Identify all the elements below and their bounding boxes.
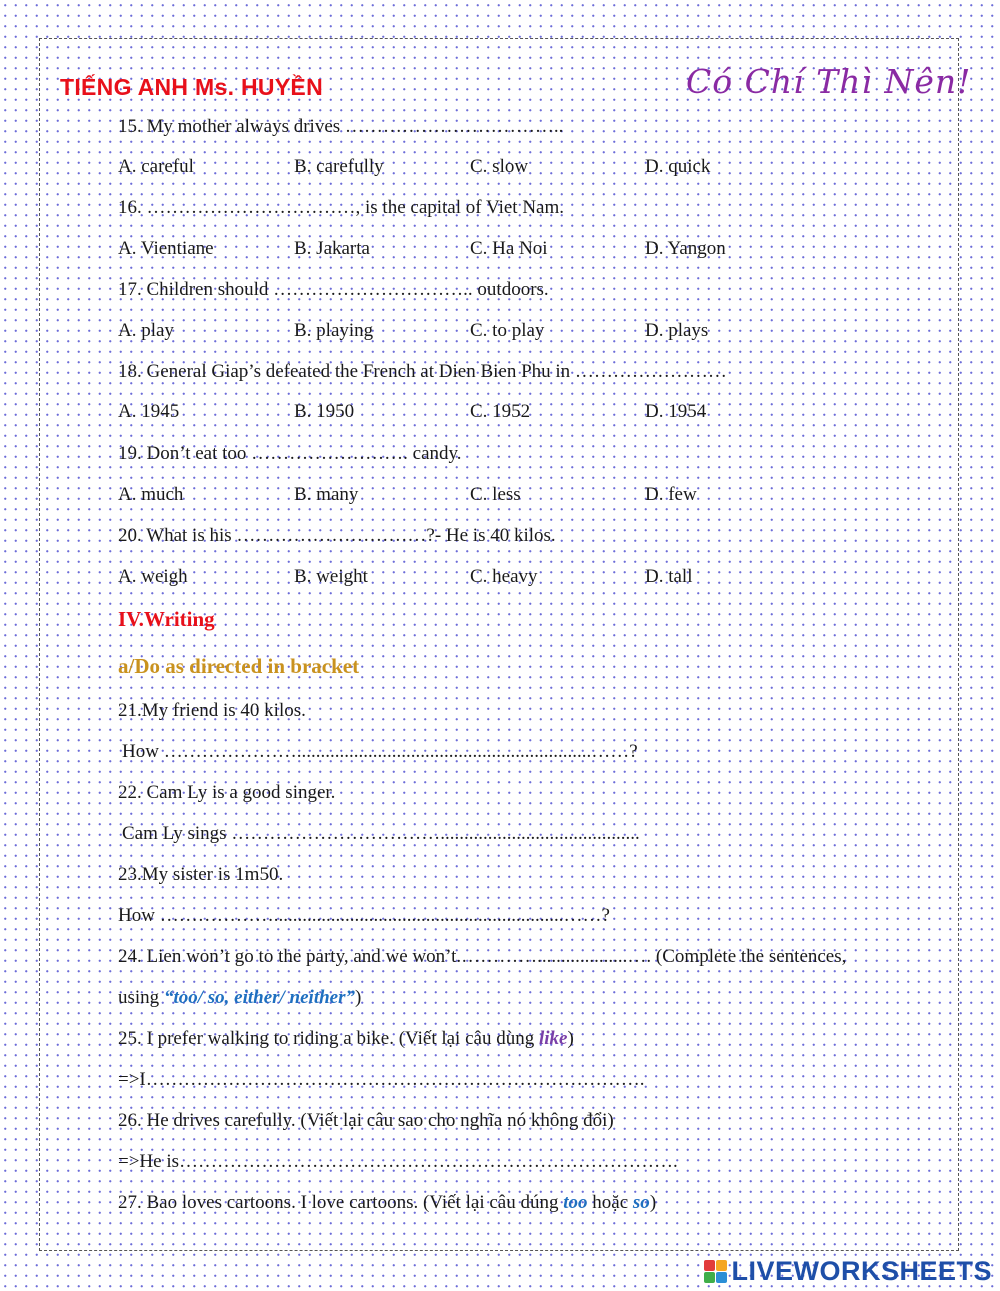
- q27-or-text: hoặc: [587, 1192, 633, 1213]
- q25-close-paren: ): [567, 1028, 574, 1049]
- q24-using-text: using: [118, 987, 164, 1008]
- q27-close-paren: ): [649, 1192, 657, 1213]
- q20-option-d: D. tall: [645, 566, 693, 587]
- question-22-answer-line[interactable]: Cam Ly sings ……………………………..........................................: [122, 823, 640, 844]
- question-25: [118, 1028, 574, 1050]
- q15-option-c: C. slow: [470, 156, 529, 177]
- liveworksheets-logo-icon: [704, 1260, 727, 1283]
- question-23-answer-line[interactable]: How ……………….............................................................……?: [118, 905, 610, 926]
- q18-option-d: D. 1954: [645, 401, 707, 422]
- q24-close-paren: ): [355, 987, 362, 1008]
- q19-option-d: D. few: [645, 484, 697, 505]
- q16-option-d: D. Yangon: [645, 238, 726, 259]
- q16-option-b: B. Jakarta: [294, 238, 370, 259]
- liveworksheets-footer[interactable]: [704, 1256, 992, 1287]
- q16-option-a: A. Vientiane: [118, 238, 214, 259]
- question-15-stem: 15. My mother always drives ……………………………..: [118, 116, 564, 137]
- q25-text: 25. I prefer walking to riding a bike. (Viết lại câu dùng: [118, 1028, 539, 1049]
- question-18-stem: 18. General Giap’s defeated the French at Dien Bien Phu in ……………………: [118, 361, 727, 382]
- section-title-writing: IV.Writing: [118, 607, 215, 631]
- q19-option-c: C. less: [470, 484, 521, 505]
- question-20-stem: 20. What is his …………………………?- He is 40 kilos.: [118, 525, 556, 546]
- q20-option-b: B. weight: [294, 566, 368, 587]
- q27-text: 27. Bao loves cartoons. I love cartoons. (Viết lại câu dúng: [118, 1192, 564, 1213]
- q18-option-c: C. 1952: [470, 401, 531, 422]
- q24-keywords: “too/ so, either/ neither”: [163, 987, 356, 1008]
- q15-option-b: B. carefully: [294, 156, 384, 177]
- question-26-answer-line[interactable]: =>He is…………………………………………………………………….: [118, 1151, 678, 1172]
- motto: Có Chí Thì Nên!: [686, 62, 972, 101]
- q15-option-a: A. careful: [118, 156, 194, 177]
- question-16-stem: 16. ……………………………, is the capital of Viet Nam.: [118, 197, 565, 218]
- question-26: 26. He drives carefully. (Viết lại câu sao cho nghĩa nó không đổi): [118, 1110, 614, 1131]
- section-subtitle: a/Do as directed in bracket: [118, 654, 360, 678]
- q17-option-b: B. playing: [294, 320, 374, 341]
- q27-keyword-so: so: [632, 1192, 650, 1213]
- question-19-stem: 19. Don’t eat too ……………………. candy.: [118, 443, 462, 464]
- question-21-answer-line[interactable]: How …………………..............................................................……?: [122, 741, 638, 762]
- question-25-answer-line[interactable]: =>I…………………………………………………………………….: [118, 1069, 645, 1090]
- question-24: 24. Lien won’t go to the party, and we won’t.…………...................…. (Complete the sentences,: [118, 946, 847, 967]
- question-24-continued: [118, 987, 361, 1009]
- brand-title: TIẾNG ANH Ms. HUYỀN: [60, 74, 323, 100]
- question-22: 22. Cam Ly is a good singer.: [118, 782, 336, 803]
- q18-option-a: A. 1945: [118, 401, 180, 422]
- q15-option-d: D. quick: [645, 156, 711, 177]
- question-17-stem: 17. Children should ………………………….. outdoors.: [118, 279, 549, 300]
- q17-option-c: C. to play: [470, 320, 545, 341]
- q19-option-b: B. many: [294, 484, 359, 505]
- q27-keyword-too: too: [563, 1192, 588, 1213]
- q16-option-c: C. Ha Noi: [470, 238, 548, 259]
- question-21: 21.My friend is 40 kilos.: [118, 700, 306, 721]
- q19-option-a: A. much: [118, 484, 184, 505]
- q20-option-c: C. heavy: [470, 566, 538, 587]
- q25-keyword-like: like: [538, 1028, 568, 1049]
- q17-option-d: D. plays: [645, 320, 709, 341]
- question-27: [118, 1192, 656, 1214]
- q18-option-b: B. 1950: [294, 401, 355, 422]
- question-23: 23.My sister is 1m50.: [118, 864, 284, 885]
- q17-option-a: A. play: [118, 320, 174, 341]
- q20-option-a: A. weigh: [118, 566, 188, 587]
- liveworksheets-wordmark: LIVEWORKSHEETS: [731, 1256, 992, 1286]
